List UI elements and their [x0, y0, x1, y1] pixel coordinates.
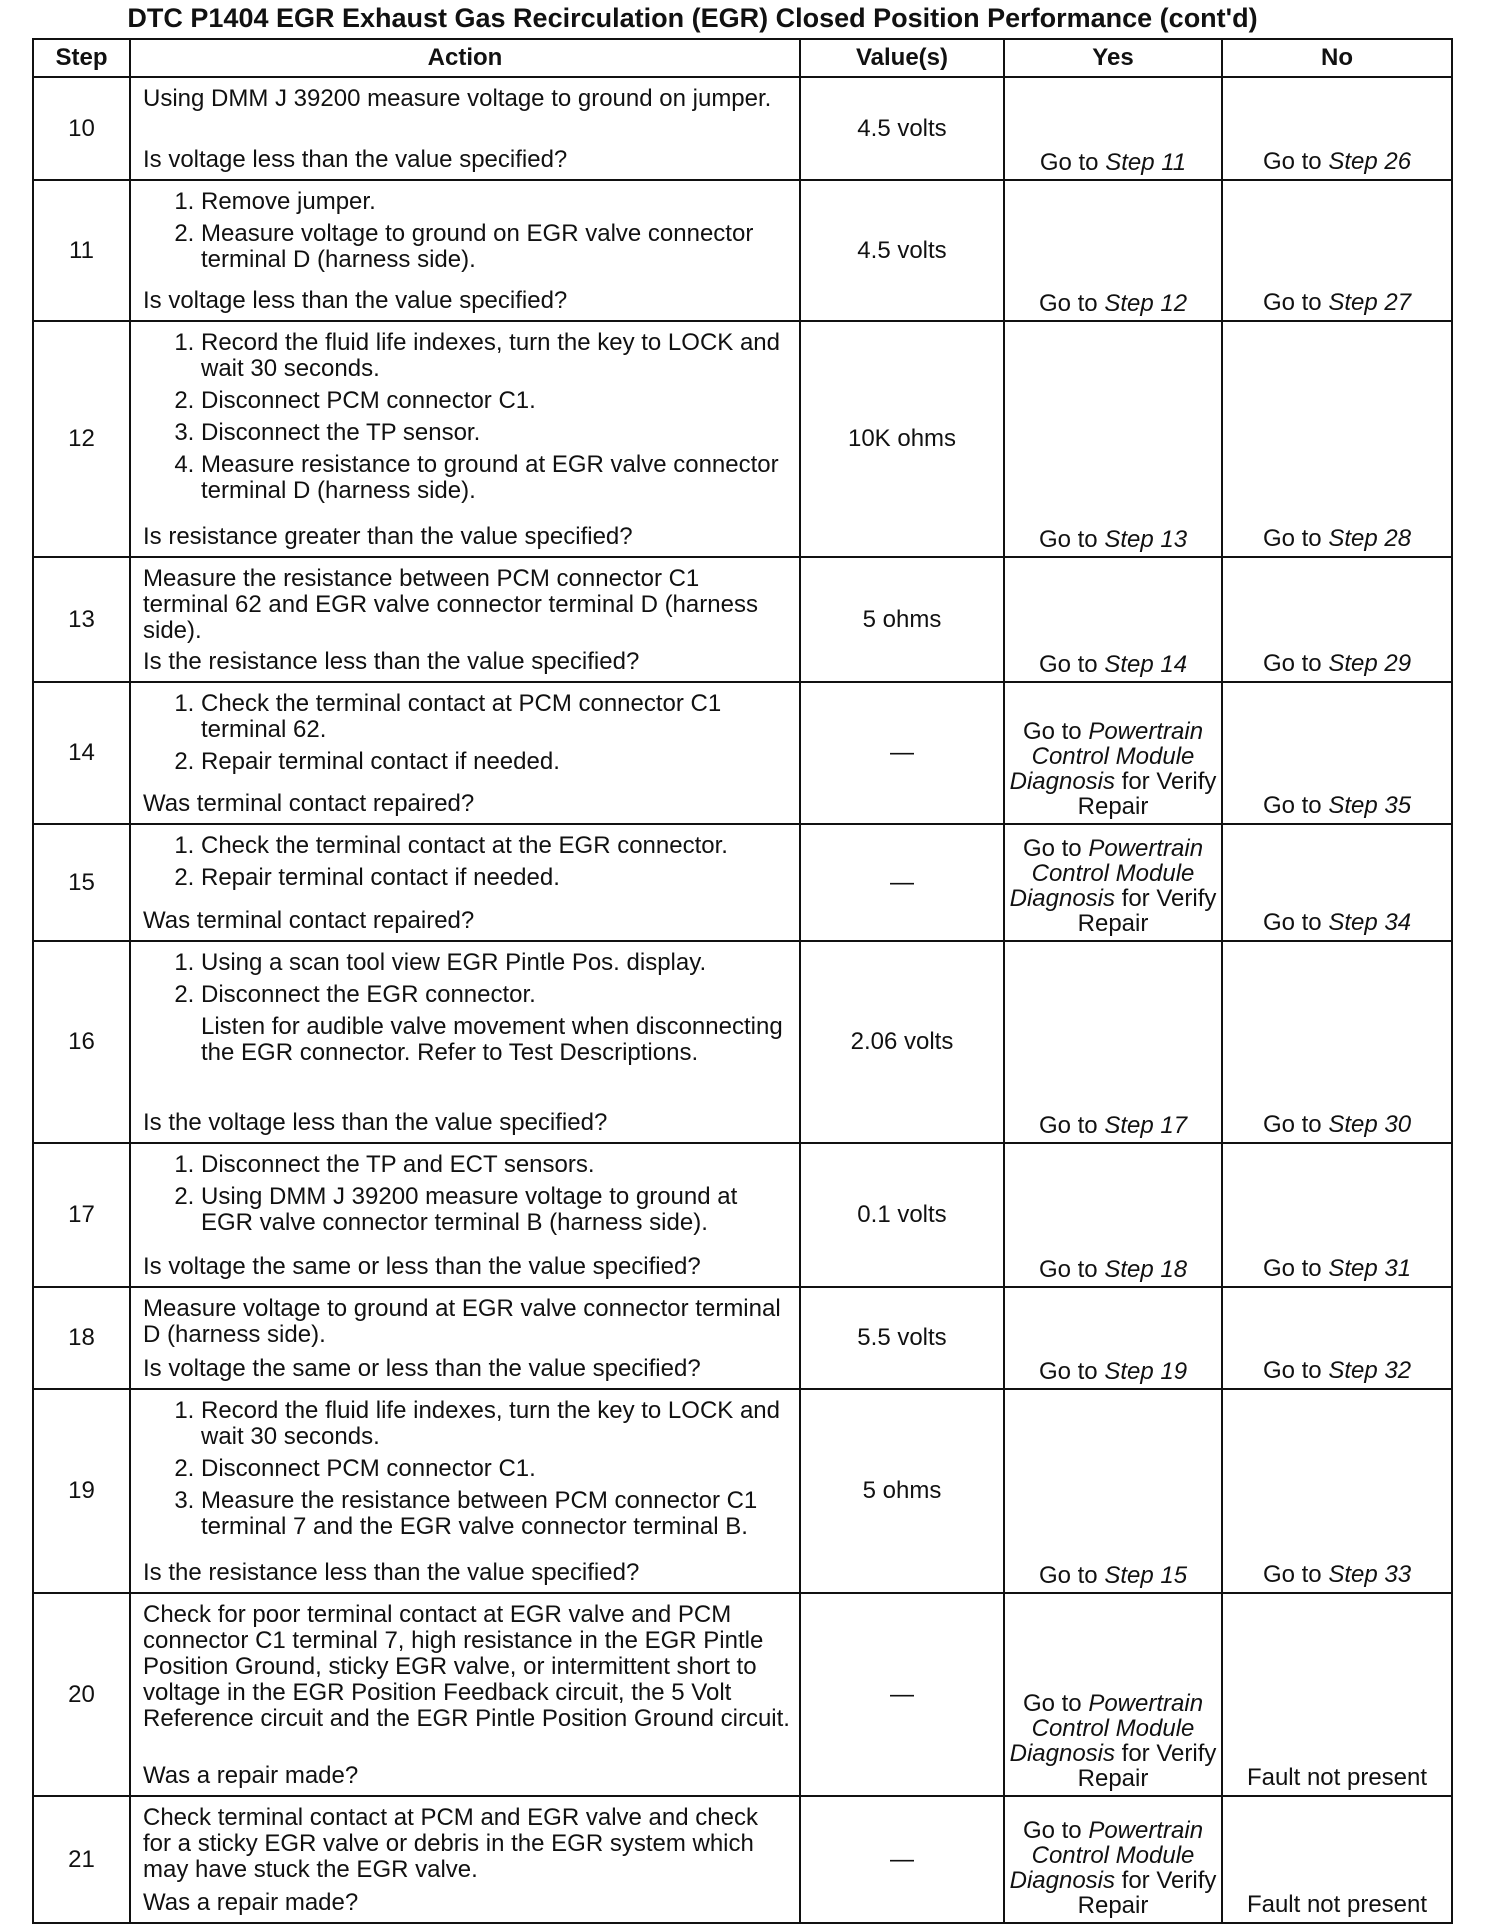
yes-prefix: Go to — [1022, 835, 1089, 862]
value-cell: 5 ohms — [800, 1389, 1004, 1593]
step-number: 19 — [33, 1389, 130, 1593]
action-cell — [130, 180, 800, 321]
yes-link[interactable]: Step 11 — [1105, 149, 1187, 176]
no-link[interactable]: Step 30 — [1328, 1111, 1412, 1138]
yes-prefix: Go to — [1038, 1256, 1105, 1283]
action-step-item: 2. Repair terminal contact if needed. — [201, 865, 791, 891]
no-prefix: Go to — [1262, 1111, 1329, 1138]
action-question: Is voltage the same or less than the value specified? — [143, 1355, 701, 1382]
yes-cell — [1004, 824, 1222, 941]
action-instruction: Check for poor terminal contact at EGR valve and PCM connector C1 terminal 7, high resistance in the EGR Pintle Position Ground, sticky EGR valve, or intermittent short to voltage in the EGR Position Feedback circuit, the 5 Volt Reference circuit and the EGR Pintle Position Ground circuit. — [143, 1601, 790, 1732]
action-question: Was terminal contact repaired? — [143, 790, 475, 817]
yes-prefix: Go to — [1022, 718, 1089, 745]
yes-link[interactable]: Powertrain Control Module Diagnosis — [1009, 718, 1204, 795]
yes-cell — [1004, 682, 1222, 824]
table-row — [33, 824, 1452, 941]
action-step-item: 4. Measure resistance to ground at EGR valve connector terminal D (harness side). — [201, 452, 791, 504]
action-step-item: 1. Check the terminal contact at the EGR connector. — [201, 833, 791, 859]
table-row — [33, 180, 1452, 321]
no-cell — [1222, 941, 1452, 1143]
table-row — [33, 682, 1452, 824]
no-cell — [1222, 1796, 1452, 1923]
value-cell: 4.5 volts — [800, 180, 1004, 321]
action-step-item: 2. Measure voltage to ground on EGR valve connector terminal D (harness side). — [201, 221, 791, 273]
header-step: Step — [33, 39, 130, 77]
yes-cell — [1004, 77, 1222, 180]
no-prefix: Go to — [1262, 525, 1329, 552]
action-question: Was a repair made? — [143, 1762, 359, 1789]
no-cell — [1222, 1593, 1452, 1796]
action-cell — [130, 557, 800, 682]
action-question: Is resistance greater than the value specified? — [143, 523, 633, 550]
action-step-item: 2. Disconnect PCM connector C1. — [201, 1456, 791, 1482]
action-step-item: 2. Disconnect PCM connector C1. — [201, 388, 791, 414]
header-action: Action — [130, 39, 800, 77]
yes-prefix: Go to — [1038, 290, 1105, 317]
value-cell: — — [800, 824, 1004, 941]
header-yes: Yes — [1004, 39, 1222, 77]
action-cell — [130, 682, 800, 824]
action-cell — [130, 941, 800, 1143]
yes-cell — [1004, 1287, 1222, 1389]
yes-cell — [1004, 557, 1222, 682]
action-instruction: Using DMM J 39200 measure voltage to ground on jumper. — [143, 85, 772, 112]
step-number: 10 — [33, 77, 130, 180]
yes-link[interactable]: Step 18 — [1104, 1256, 1188, 1283]
step-number: 11 — [33, 180, 130, 321]
no-result: Fault not present — [1246, 1764, 1428, 1791]
action-step-item: 2. Repair terminal contact if needed. — [201, 749, 791, 775]
action-cell — [130, 77, 800, 180]
no-cell — [1222, 557, 1452, 682]
page-title: DTC P1404 EGR Exhaust Gas Recirculation (EGR) Closed Position Performance (cont'd) — [127, 3, 1258, 33]
no-cell — [1222, 1287, 1452, 1389]
value-cell: 5 ohms — [800, 557, 1004, 682]
diagnostic-table — [32, 38, 1453, 1924]
yes-link[interactable]: Step 12 — [1104, 290, 1188, 317]
value-cell: 4.5 volts — [800, 77, 1004, 180]
step-number: 15 — [33, 824, 130, 941]
table-row — [33, 1796, 1452, 1923]
action-steps-list — [143, 330, 791, 504]
yes-suffix: for Verify Repair — [1077, 1867, 1217, 1919]
yes-cell — [1004, 1389, 1222, 1593]
value-cell: 10K ohms — [800, 321, 1004, 557]
action-step-item: 2. Disconnect the EGR connector. — [201, 982, 791, 1008]
action-question: Is voltage the same or less than the value specified? — [143, 1253, 701, 1280]
yes-cell — [1004, 941, 1222, 1143]
value-cell: — — [800, 1796, 1004, 1923]
action-question: Was terminal contact repaired? — [143, 907, 475, 934]
yes-cell — [1004, 180, 1222, 321]
action-steps-list — [143, 189, 791, 273]
no-link[interactable]: Step 28 — [1328, 525, 1412, 552]
yes-suffix: for Verify Repair — [1077, 768, 1217, 820]
yes-link[interactable]: Step 15 — [1104, 1562, 1188, 1589]
no-prefix: Go to — [1262, 650, 1329, 677]
yes-cell — [1004, 321, 1222, 557]
no-link[interactable]: Step 35 — [1328, 792, 1412, 819]
no-cell — [1222, 180, 1452, 321]
step-number: 18 — [33, 1287, 130, 1389]
no-link[interactable]: Step 31 — [1328, 1255, 1412, 1282]
yes-suffix: for Verify Repair — [1077, 885, 1217, 937]
no-prefix: Go to — [1262, 1357, 1329, 1384]
yes-prefix: Go to — [1038, 526, 1105, 553]
value-cell: 0.1 volts — [800, 1143, 1004, 1287]
action-note: Listen for audible valve movement when disconnecting the EGR connector. Refer to Test Descriptions. — [201, 1013, 783, 1066]
yes-suffix: for Verify Repair — [1077, 1740, 1217, 1792]
step-number: 16 — [33, 941, 130, 1143]
table-row — [33, 321, 1452, 557]
action-question: Was a repair made? — [143, 1889, 359, 1916]
no-link[interactable]: Step 32 — [1328, 1357, 1412, 1384]
no-link[interactable]: Step 29 — [1328, 650, 1412, 677]
yes-cell — [1004, 1593, 1222, 1796]
yes-prefix: Go to — [1038, 1562, 1105, 1589]
action-instruction: Measure voltage to ground at EGR valve connector terminal D (harness side). — [143, 1295, 781, 1348]
yes-link[interactable]: Powertrain Control Module Diagnosis — [1009, 1690, 1204, 1767]
action-steps-list — [143, 691, 791, 775]
table-row — [33, 77, 1452, 180]
no-prefix: Go to — [1262, 148, 1329, 175]
no-cell — [1222, 321, 1452, 557]
step-number: 21 — [33, 1796, 130, 1923]
action-step-item: 1. Check the terminal contact at PCM connector C1 terminal 62. — [201, 691, 791, 743]
no-prefix: Go to — [1262, 909, 1329, 936]
table-row — [33, 1389, 1452, 1593]
no-prefix: Go to — [1262, 792, 1329, 819]
yes-prefix: Go to — [1038, 1358, 1105, 1385]
action-cell — [130, 321, 800, 557]
no-cell — [1222, 77, 1452, 180]
action-cell — [130, 1389, 800, 1593]
action-steps-list — [143, 950, 791, 1008]
yes-prefix: Go to — [1039, 149, 1106, 176]
action-step-item: 1. Record the fluid life indexes, turn the key to LOCK and wait 30 seconds. — [201, 330, 791, 382]
action-steps-list — [143, 1152, 791, 1236]
no-cell — [1222, 1143, 1452, 1287]
yes-link[interactable]: Step 13 — [1104, 526, 1188, 553]
no-cell — [1222, 824, 1452, 941]
table-row — [33, 1287, 1452, 1389]
table-row — [33, 1143, 1452, 1287]
no-prefix: Go to — [1262, 1561, 1329, 1588]
action-step-item: 3. Disconnect the TP sensor. — [201, 420, 791, 446]
action-steps-list — [143, 833, 791, 891]
action-cell — [130, 1143, 800, 1287]
step-number: 12 — [33, 321, 130, 557]
action-instruction: Check terminal contact at PCM and EGR valve and check for a sticky EGR valve or debris in the EGR system which may have stuck the EGR valve. — [143, 1804, 758, 1883]
action-question: Is voltage less than the value specified? — [143, 146, 568, 173]
action-question: Is the resistance less than the value specified? — [143, 1559, 640, 1586]
step-number: 13 — [33, 557, 130, 682]
yes-prefix: Go to — [1022, 1690, 1089, 1717]
action-step-item: 2. Using DMM J 39200 measure voltage to ground at EGR valve connector terminal B (harness side). — [201, 1184, 791, 1236]
step-number: 17 — [33, 1143, 130, 1287]
action-cell — [130, 824, 800, 941]
value-cell: — — [800, 682, 1004, 824]
action-question: Is the voltage less than the value specified? — [143, 1109, 608, 1136]
action-cell — [130, 1796, 800, 1923]
value-cell: 2.06 volts — [800, 941, 1004, 1143]
yes-prefix: Go to — [1022, 1817, 1089, 1844]
action-step-item: 1. Using a scan tool view EGR Pintle Pos. display. — [201, 950, 791, 976]
value-cell: 5.5 volts — [800, 1287, 1004, 1389]
action-step-item: 1. Remove jumper. — [201, 189, 791, 215]
yes-link[interactable]: Step 19 — [1104, 1358, 1188, 1385]
no-cell — [1222, 1389, 1452, 1593]
action-cell — [130, 1593, 800, 1796]
value-cell: — — [800, 1593, 1004, 1796]
no-link[interactable]: Step 33 — [1328, 1561, 1412, 1588]
yes-link[interactable]: Step 14 — [1104, 651, 1188, 678]
no-result: Fault not present — [1246, 1891, 1428, 1918]
action-step-item: 1. Record the fluid life indexes, turn the key to LOCK and wait 30 seconds. — [201, 1398, 791, 1450]
table-row — [33, 1593, 1452, 1796]
yes-cell — [1004, 1796, 1222, 1923]
yes-link[interactable]: Powertrain Control Module Diagnosis — [1009, 1817, 1204, 1894]
no-prefix: Go to — [1262, 289, 1329, 316]
header-values: Value(s) — [800, 39, 1004, 77]
no-link[interactable]: Step 27 — [1328, 289, 1412, 316]
table-row — [33, 941, 1452, 1143]
step-number: 14 — [33, 682, 130, 824]
step-number: 20 — [33, 1593, 130, 1796]
yes-link[interactable]: Step 17 — [1104, 1112, 1188, 1139]
action-step-item: 3. Measure the resistance between PCM connector C1 terminal 7 and the EGR valve connector terminal B. — [201, 1488, 791, 1540]
table-header-row — [33, 39, 1452, 77]
yes-cell — [1004, 1143, 1222, 1287]
header-no: No — [1222, 39, 1452, 77]
yes-prefix: Go to — [1038, 1112, 1105, 1139]
action-question: Is the resistance less than the value specified? — [143, 648, 640, 675]
action-question: Is voltage less than the value specified? — [143, 287, 568, 314]
no-cell — [1222, 682, 1452, 824]
yes-prefix: Go to — [1038, 651, 1105, 678]
action-instruction: Measure the resistance between PCM connector C1 terminal 62 and EGR valve connector terminal D (harness side). — [143, 565, 758, 644]
no-link[interactable]: Step 26 — [1328, 148, 1412, 175]
table-row — [33, 557, 1452, 682]
no-link[interactable]: Step 34 — [1328, 909, 1412, 936]
action-cell — [130, 1287, 800, 1389]
action-steps-list — [143, 1398, 791, 1540]
no-prefix: Go to — [1262, 1255, 1329, 1282]
yes-link[interactable]: Powertrain Control Module Diagnosis — [1009, 835, 1204, 912]
action-step-item: 1. Disconnect the TP and ECT sensors. — [201, 1152, 791, 1178]
